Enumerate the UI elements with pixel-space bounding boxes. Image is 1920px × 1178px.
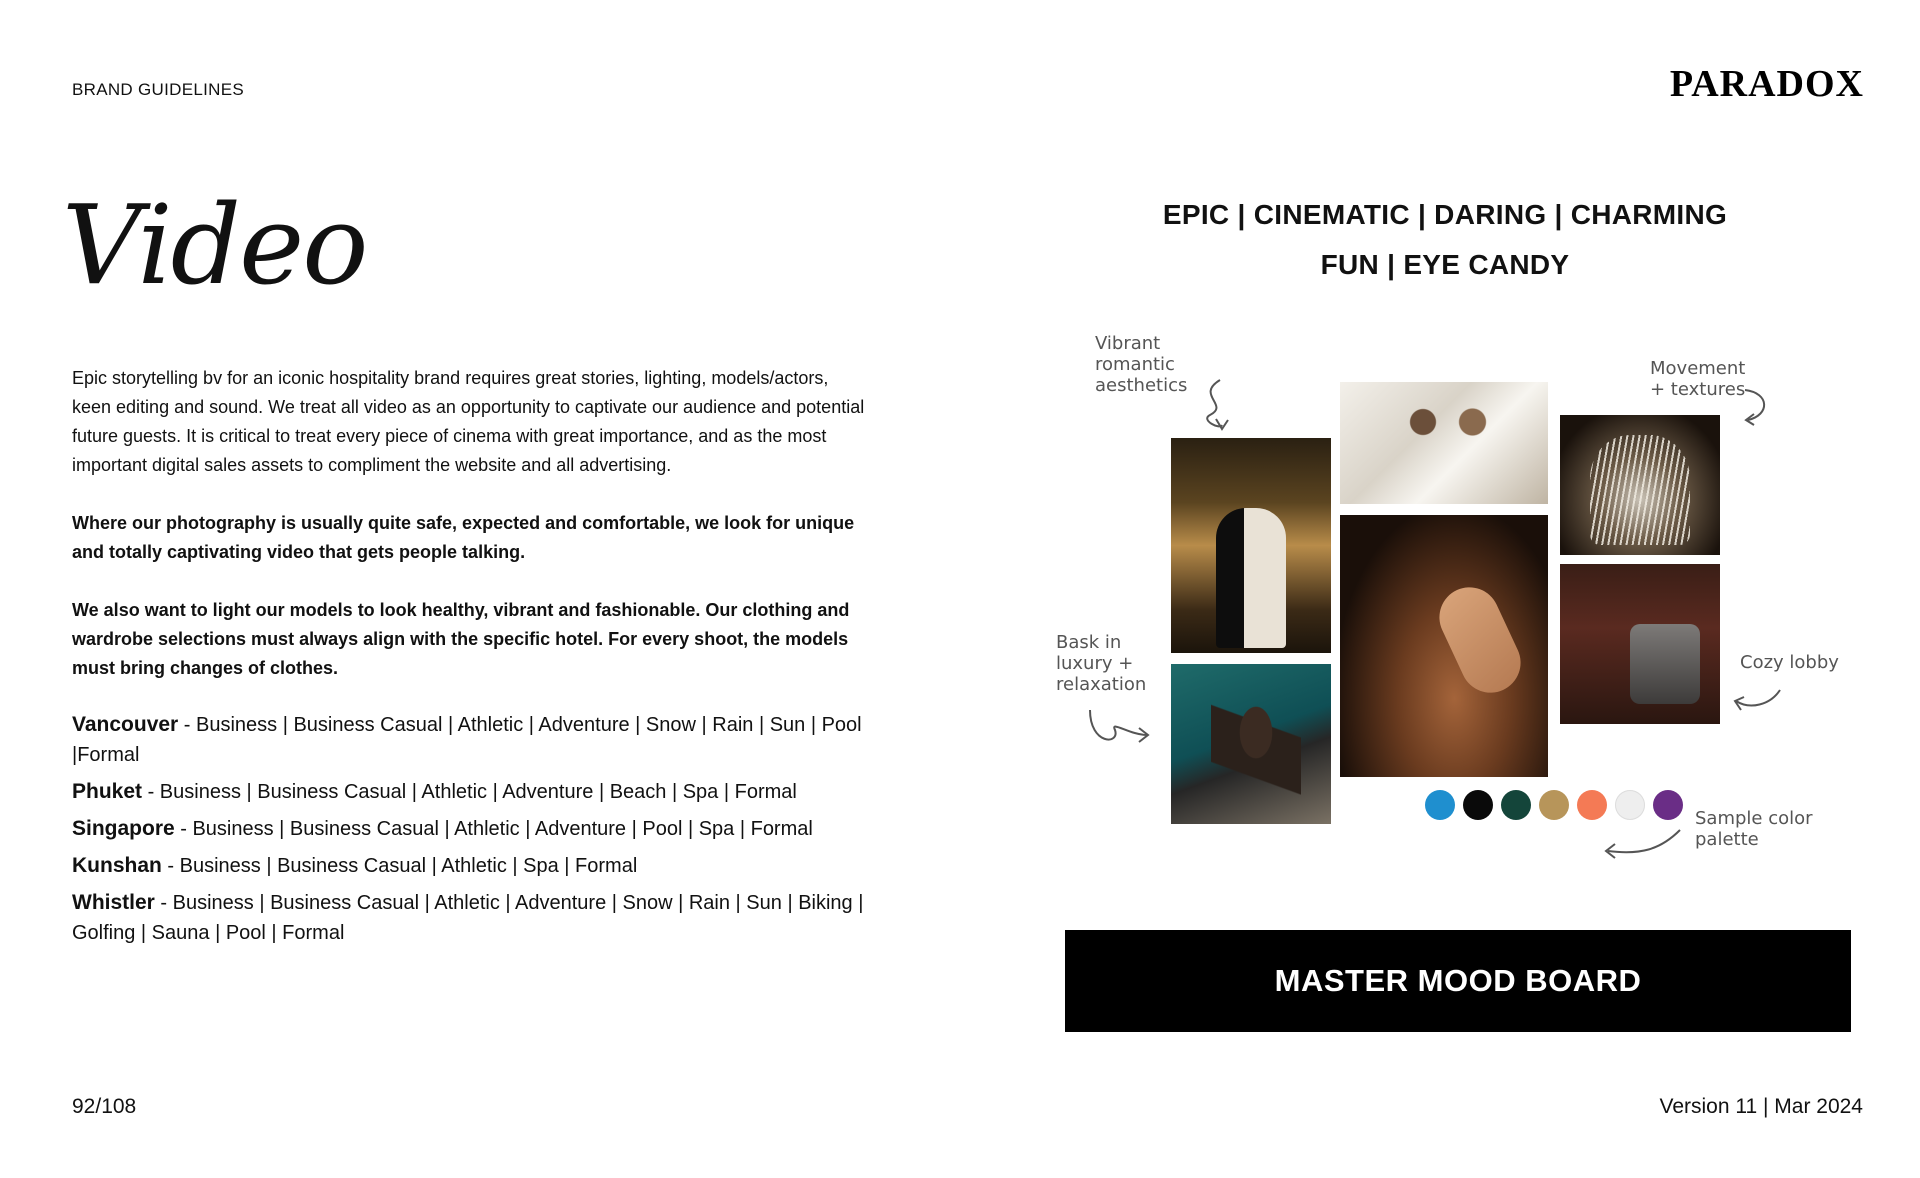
curly-arrow-icon [1085,705,1155,755]
page-number: 92/108 [72,1095,137,1118]
intro-paragraph: Epic storytelling bv for an iconic hospitality brand requires great stories, lighting, models/actors, keen editing and sound. We treat all video as an opportunity to captivate our audience and potential future guests. It is critical to treat every piece of cinema with great importance, and as the most important digital sales assets to compliment the website and all advertising. [72,368,865,475]
photo-fringe-dress [1560,415,1720,555]
version-label: Version 11 | Mar 2024 [1659,1095,1863,1118]
note-bask: Bask in luxury + relaxation [1056,632,1147,695]
location-name: Whistler [72,891,155,914]
mood-board [1050,320,1860,890]
photography-paragraph: Where our photography is usually quite safe, expected and comfortable, we look for unique and totally captivating video that gets people talking. [72,513,855,562]
photo-couple-elevator [1171,438,1331,653]
location-details: - Business | Business Casual | Athletic | Adventure | Beach | Spa | Formal [142,781,797,803]
location-item [72,814,872,844]
section-label: BRAND GUIDELINES [72,80,245,99]
photo-robes-spa [1340,382,1548,504]
photo-cozy-lobby [1560,564,1720,724]
photo-poolside-model [1171,664,1331,824]
palette-swatch [1577,790,1607,820]
photo-massage [1340,515,1548,777]
location-name: Singapore [72,817,175,840]
banner-label: MASTER MOOD BOARD [1274,963,1642,998]
location-details: - Business | Business Casual | Athletic | Spa | Formal [161,855,638,877]
palette-swatch [1425,790,1455,820]
location-item [72,851,872,881]
page-title: Video [62,181,367,309]
location-item [72,710,872,770]
video-tagline [1065,190,1825,290]
note-cozy: Cozy lobby [1740,652,1839,673]
palette-swatch [1463,790,1493,820]
color-palette [1425,790,1683,822]
note-movement: Movement + textures [1650,358,1746,400]
location-details: - Business | Business Casual | Athletic | Adventure | Snow | Rain | Sun | Biking | Golfing | Sauna | Pool | Formal [72,892,864,944]
note-vibrant: Vibrant romantic aesthetics [1095,333,1188,396]
curly-arrow-icon [1190,375,1240,435]
location-item [72,777,872,807]
location-name: Kunshan [72,854,162,877]
palette-swatch [1615,790,1645,820]
palette-swatch [1653,790,1683,820]
curly-arrow-icon [1730,685,1785,715]
palette-swatch [1539,790,1569,820]
note-sample: Sample color palette [1695,808,1813,850]
location-details: - Business | Business Casual | Athletic | Adventure | Pool | Spa | Formal [174,818,813,840]
location-name: Vancouver [72,713,179,736]
master-mood-board-banner [1065,930,1851,1032]
wardrobe-paragraph: We also want to light our models to look healthy, vibrant and fashionable. Our clothing and wardrobe selections must always align with the specific hotel. For every shoot, the models must bring changes of clothes. [72,600,850,678]
tagline-line-1: EPIC | CINEMATIC | DARING | CHARMING [1162,199,1728,230]
location-wardrobe-list [72,710,872,955]
brand-logo: PARADOX [1669,63,1864,105]
location-details: - Business | Business Casual | Athletic | Adventure | Snow | Rain | Sun | Pool |Formal [72,714,862,766]
location-item [72,888,872,948]
curly-arrow-icon [1740,385,1780,430]
curly-arrow-icon [1600,825,1685,865]
tagline-line-2: FUN | EYE CANDY [1320,249,1570,280]
palette-swatch [1501,790,1531,820]
location-name: Phuket [72,780,143,803]
